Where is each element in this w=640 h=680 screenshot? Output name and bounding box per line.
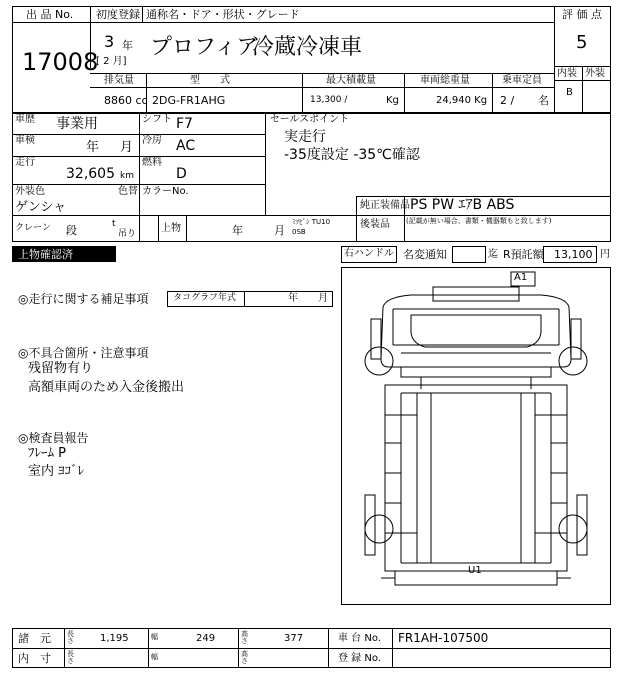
name-change-label: 名変通知 [403, 248, 447, 261]
registration-label: 登 録 No. [338, 653, 381, 664]
windshield [411, 315, 541, 347]
width-label: 幅 [151, 633, 158, 641]
name-change-box [452, 246, 486, 263]
mileage-unit: km [120, 171, 134, 181]
color-no-label: カラーNo. [142, 186, 189, 197]
color-change-label: 色替 [118, 186, 138, 197]
dims-label: 諸 元 [18, 632, 51, 645]
height-label: 高さ [241, 630, 248, 645]
inspection-month: 月 [120, 140, 134, 155]
odometer-label: 迄 [488, 249, 498, 260]
displacement: 8860 cc [104, 94, 148, 107]
a1-marker: A1 [514, 272, 528, 283]
capacity-label: 乗車定員 [502, 75, 542, 86]
inner-width-label: 幅 [151, 653, 158, 661]
tacho-year: 年 [288, 293, 298, 304]
upper-year: 年 [232, 224, 243, 237]
shift: F7 [176, 116, 193, 132]
upper-maker: ﾐﾂﾋﾞｼ TU10 [292, 218, 331, 226]
tacho-label: タコグラフ年式 [173, 293, 237, 303]
recycle-deposit-value: 13,100 [554, 248, 593, 261]
defect-line-2: 高額車両のため入金後搬出 [28, 380, 185, 395]
first-reg-year: 3 [104, 32, 115, 51]
fuel: D [176, 166, 187, 182]
aftermarket-note: (記載が無い場合、書類・機器類もと致します) [406, 217, 552, 225]
defect-line-1: 残留物有り [28, 361, 94, 376]
crane-hoist: 吊り [118, 229, 137, 239]
recycle-deposit-unit: 円 [600, 249, 610, 260]
upper-label: 上物 [161, 223, 181, 234]
cab-outline [381, 295, 571, 367]
model-grade-label: 通称名・ドア・形状・グレード [146, 8, 300, 21]
mileage-label: 走行 [15, 157, 35, 168]
length-label: 長さ [67, 630, 74, 645]
equipment-value: PS PW ｴｱB ABS [410, 197, 515, 213]
truck-diagram [341, 267, 611, 605]
crane-tonnage: t [112, 219, 116, 229]
equipment-label: 純正装備品 [360, 200, 410, 211]
sales-point-label: セールスポイント [270, 114, 350, 125]
shift-label: シフト [142, 114, 172, 125]
right-handle: 右ハンドル [344, 248, 394, 259]
first-reg-year-unit: 年 [122, 39, 133, 52]
history-label: 車歴 [15, 114, 35, 125]
ac: AC [176, 138, 196, 154]
history: 事業用 [56, 116, 98, 132]
interior-label: 内装 [557, 68, 577, 79]
capacity-unit: 名 [538, 94, 549, 107]
upper-code: 0SB [292, 228, 306, 236]
model-name: プロフィア [150, 35, 259, 60]
fuel-label: 燃料 [142, 157, 162, 168]
rear-right-wheel [559, 515, 587, 543]
width: 249 [196, 633, 216, 644]
lot-no: 17008 [22, 48, 99, 76]
max-load-unit: Kg [386, 95, 399, 106]
sales-point-line-1: 実走行 [284, 129, 326, 145]
aftermarket-label: 後装品 [360, 219, 390, 230]
inner-height-label: 高さ [241, 650, 248, 665]
interior-score: B [566, 87, 573, 98]
color-label: 外装色 [15, 186, 45, 197]
tacho-month: 月 [318, 293, 328, 304]
ac-label: 冷房 [142, 135, 162, 146]
body-type: 冷蔵冷凍車 [252, 35, 363, 60]
u1-marker: U1 [468, 565, 482, 576]
inspection-label: 車検 [15, 135, 35, 146]
color: ゲンシャ [15, 200, 67, 215]
score-label: 評 価 点 [562, 8, 602, 21]
defects-label: ◎不具合箇所・注意事項 [18, 346, 149, 360]
gross-weight: 24,940 Kg [436, 95, 488, 106]
first-reg-month: [ 2 月] [96, 56, 127, 67]
model-code-label: 型 式 [190, 75, 230, 86]
inner-length-label: 長さ [67, 650, 74, 665]
score: 5 [576, 32, 588, 53]
inspector-line-2: 室内 ﾖｺﾞﾚ [28, 464, 85, 479]
capacity: 2 / [500, 94, 515, 107]
gross-weight-label: 車両総重量 [420, 75, 470, 86]
model-code: 2DG-FR1AHG [152, 94, 226, 107]
inner-dims-label: 内 寸 [18, 652, 51, 665]
front-right-wheel [559, 347, 587, 375]
running-notes-label: ◎走行に関する補足事項 [18, 292, 149, 306]
mileage: 32,605 [66, 166, 115, 182]
recycle-deposit-label: R預託額 [503, 248, 544, 261]
first-registration-label: 初度登録 [96, 8, 140, 21]
cargo-box [385, 385, 567, 571]
length: 1,195 [100, 633, 129, 644]
exterior-label: 外装 [585, 68, 605, 79]
upper-month: 月 [274, 224, 285, 237]
inspection-title: 上物確認済 [12, 246, 116, 262]
crane-label: クレーン [15, 223, 51, 233]
chassis-no: FR1AH-107500 [398, 631, 489, 645]
inspector-label: ◎検査員報告 [18, 431, 89, 445]
inspection-year: 年 [86, 140, 100, 155]
height: 377 [284, 633, 304, 644]
chassis-label: 車 台 No. [338, 633, 381, 644]
max-load-label: 最大積載量 [326, 75, 376, 86]
rear-left-wheel [365, 515, 393, 543]
front-left-wheel [365, 347, 393, 375]
max-load: 13,300 / [310, 95, 348, 105]
sales-point-line-2: -35度設定 -35℃確認 [284, 147, 420, 163]
crane-stage: 段 [66, 224, 77, 237]
displacement-label: 排気量 [104, 75, 134, 86]
inspector-line-1: ﾌﾚｰﾑ P [28, 446, 66, 461]
lot-no-label: 出 品 No. [26, 8, 74, 21]
